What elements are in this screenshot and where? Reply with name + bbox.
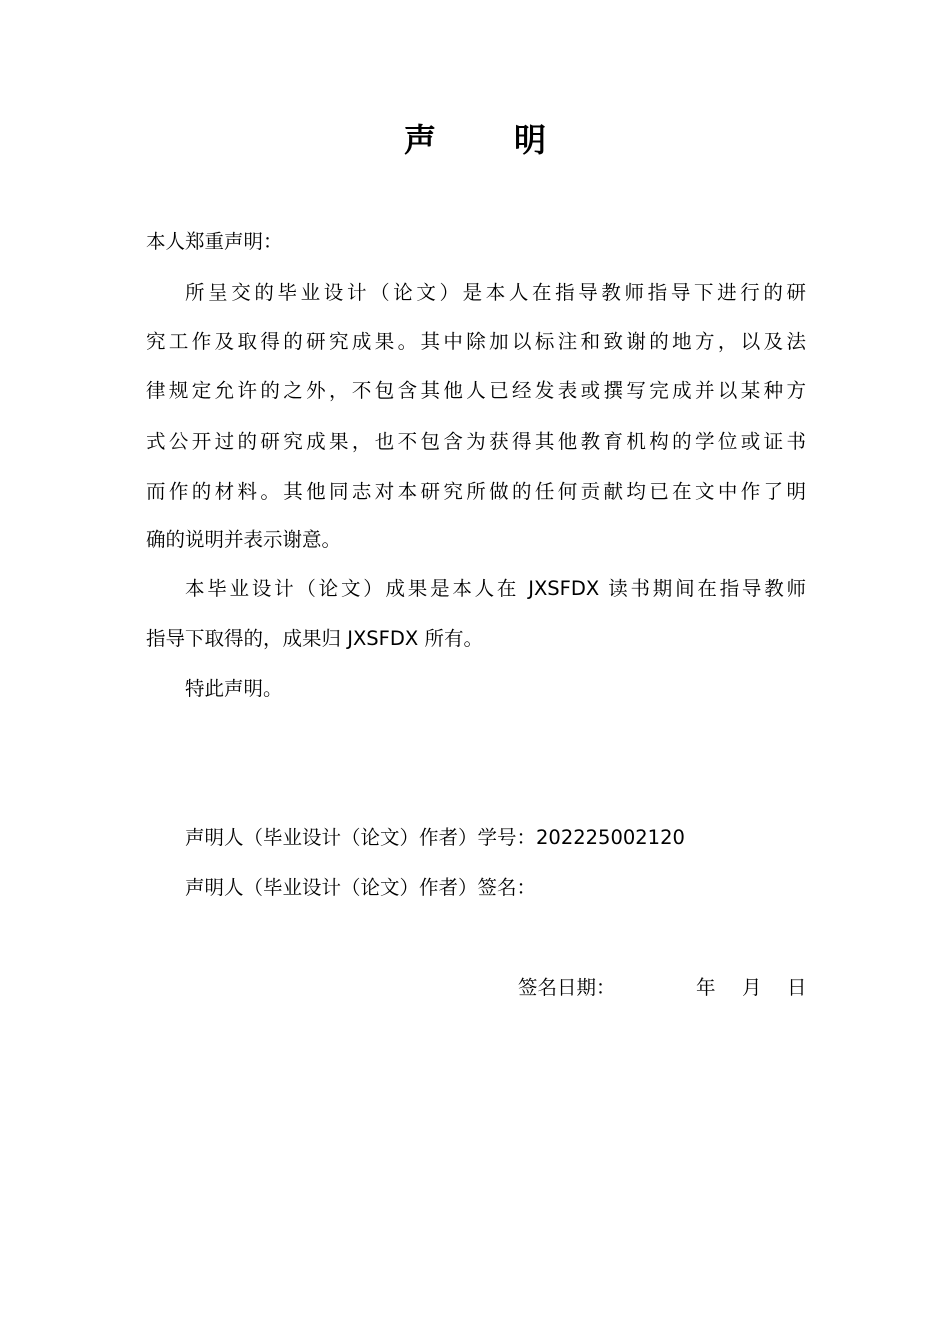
date-month: 月 (742, 976, 762, 999)
signature-line: 声明人（毕业设计（论文）作者）签名： (185, 876, 537, 899)
date-day: 日 (787, 976, 807, 999)
date-label: 签名日期： (518, 976, 616, 999)
student-id-line: 声明人（毕业设计（论文）作者）学号：202225002120 (185, 826, 685, 849)
intro-text: 本人郑重声明： (146, 230, 283, 253)
paragraph1-line: 确的说明并表示谢意。 (146, 528, 342, 551)
paragraph1-line: 究工作及取得的研究成果。其中除加以标注和致谢的地方，以及法 (146, 330, 806, 353)
paragraph1-line: 式公开过的研究成果，也不包含为获得其他教育机构的学位或证书 (146, 430, 806, 453)
paragraph1-line: 所呈交的毕业设计（论文）是本人在指导教师指导下进行的研 (185, 281, 806, 304)
paragraph2-line: 本毕业设计（论文）成果是本人在 JXSFDX 读书期间在指导教师 (185, 577, 806, 600)
paragraph2-line: 指导下取得的，成果归 JXSFDX 所有。 (146, 627, 483, 650)
paragraph1-line: 律规定允许的之外，不包含其他人已经发表或撰写完成并以某种方 (146, 379, 806, 402)
closing-text: 特此声明。 (185, 677, 283, 700)
date-year: 年 (696, 976, 716, 999)
paragraph1-line: 而作的材料。其他同志对本研究所做的任何贡献均已在文中作了明 (146, 480, 806, 503)
page-title: 声明 (403, 121, 624, 159)
